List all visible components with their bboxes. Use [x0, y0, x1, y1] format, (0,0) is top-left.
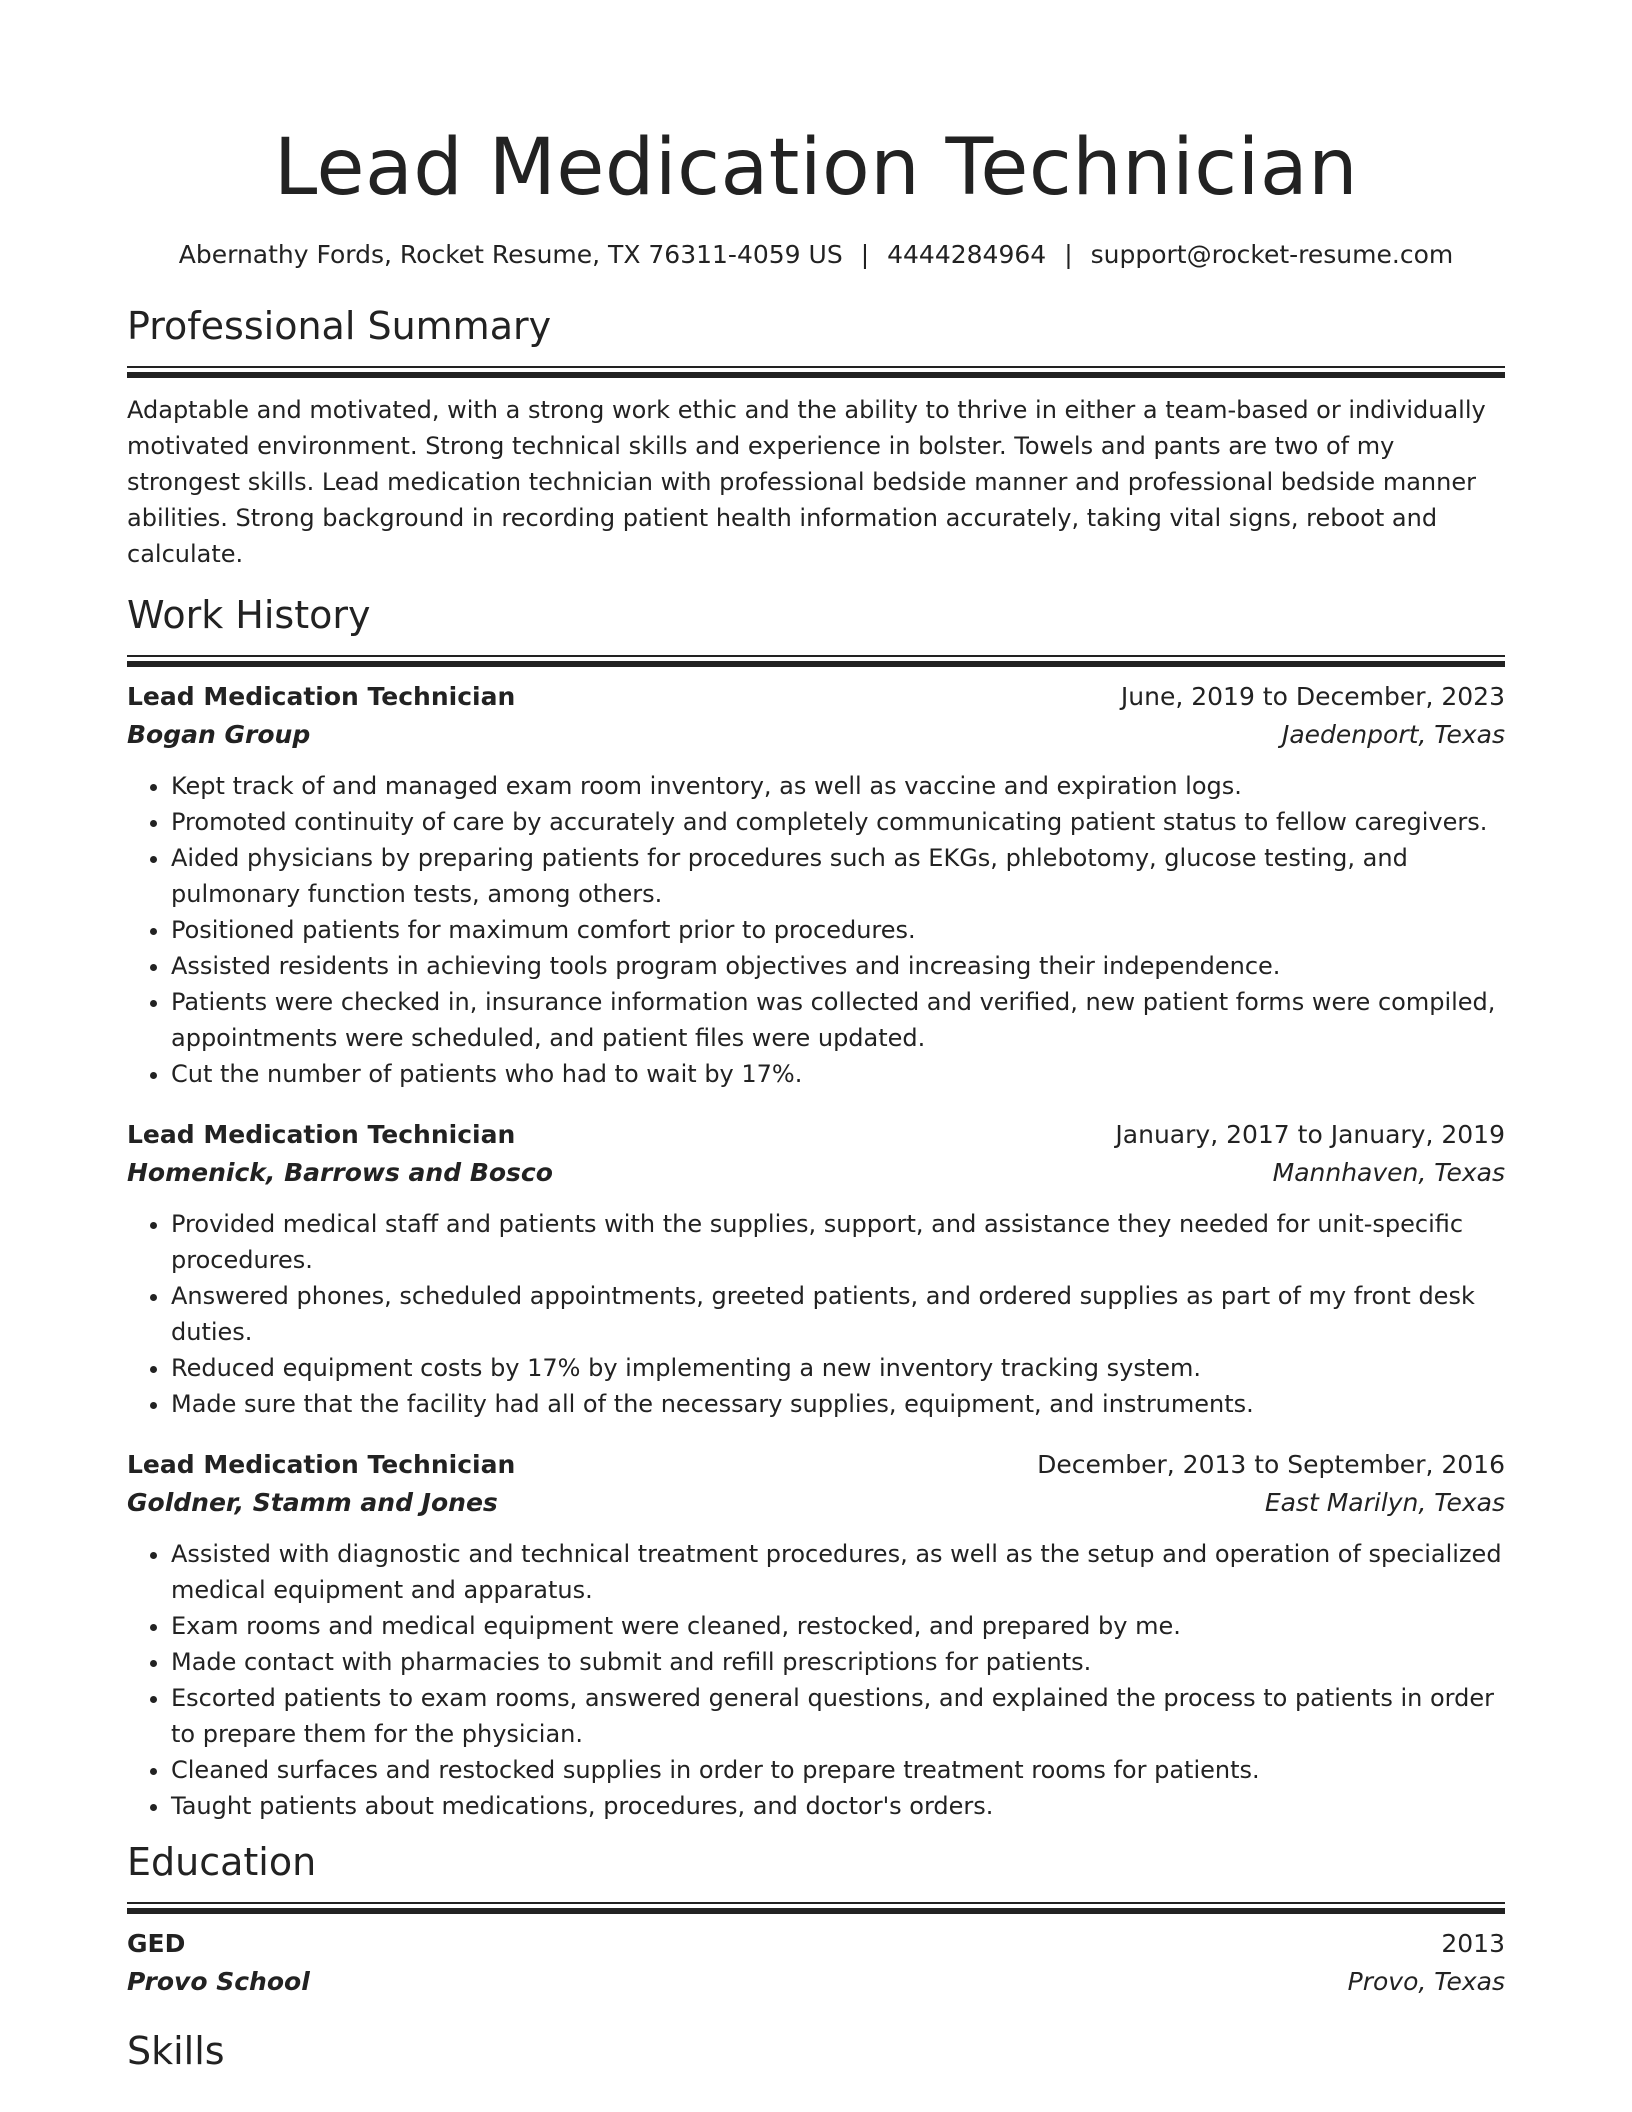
bullet-item: • Cleaned surfaces and restocked supplies in order to prepare treatment rooms for patients.: [171, 1752, 1505, 1788]
bullet-item: • Positioned patients for maximum comfort prior to procedures.: [171, 912, 1505, 948]
summary-text: Adaptable and motivated, with a strong work ethic and the ability to thrive in either a team-based or individually motivated environment. Strong technical skills and experience in bolster. Towels and pants are two of my strongest skills. Lead medication technician with professional bedside manner and professional bedside manner abilities. Strong background in recording patient health information accurately, taking vital signs, reboot and calculate.: [127, 396, 1486, 568]
job-title: Lead Medication Technician: [127, 1120, 516, 1149]
bullet-item: • Assisted with diagnostic and technical treatment procedures, as well as the setup and operation of specialized medical equipment and apparatus.: [171, 1536, 1505, 1608]
section-title-education: Education: [127, 1840, 317, 1884]
bullet-item: • Assisted residents in achieving tools program objectives and increasing their independence.: [171, 948, 1505, 984]
contact-separator: |: [860, 240, 870, 269]
work-history-section: [127, 591, 1505, 1824]
education-subheader: [127, 1963, 1505, 2001]
job-bullets: [127, 768, 1505, 1092]
job-header: [127, 1116, 1505, 1154]
bullet-item: • Promoted continuity of care by accurately and completely communicating patient status to fellow caregivers.: [171, 804, 1505, 840]
bullet-item: • Taught patients about medications, procedures, and doctor's orders.: [171, 1788, 1505, 1824]
education-school: Provo School: [127, 1967, 310, 1996]
section-divider: [127, 1902, 1505, 1912]
bullet-item: • Answered phones, scheduled appointments, greeted patients, and ordered supplies as part of my front desk duties.: [171, 1278, 1505, 1350]
section-divider: [127, 366, 1505, 376]
job-location: East Marilyn, Texas: [1264, 1488, 1505, 1517]
job-bullets: [127, 1206, 1505, 1422]
bullet-item: • Patients were checked in, insurance information was collected and verified, new patient forms were compiled, appointments were scheduled, and patient files were updated.: [171, 984, 1505, 1056]
summary-section: [127, 302, 1505, 572]
bullet-item: • Kept track of and managed exam room inventory, as well as vaccine and expiration logs.: [171, 768, 1505, 804]
job-company: Goldner, Stamm and Jones: [127, 1488, 498, 1517]
contact-phone: 4444284964: [887, 240, 1047, 269]
bullet-item: • Escorted patients to exam rooms, answered general questions, and explained the process to patients in order to prepare them for the physician.: [171, 1680, 1505, 1752]
skills-section: [127, 2027, 1505, 2075]
job-company: Homenick, Barrows and Bosco: [127, 1158, 553, 1187]
job-entry: [127, 1446, 1505, 1824]
job-subheader: [127, 1154, 1505, 1192]
bullet-item: • Cut the number of patients who had to wait by 17%.: [171, 1056, 1505, 1092]
contact-address: Abernathy Fords, Rocket Resume, TX 76311-4059 US: [178, 240, 843, 269]
bullet-item: • Made contact with pharmacies to submit and refill prescriptions for patients.: [171, 1644, 1505, 1680]
section-title-skills: Skills: [127, 2029, 225, 2073]
education-header: [127, 1925, 1505, 1963]
education-degree: GED: [127, 1929, 186, 1958]
section-title-summary: Professional Summary: [127, 304, 552, 348]
job-company: Bogan Group: [127, 720, 311, 749]
job-bullets: [127, 1536, 1505, 1824]
job-dates: December, 2013 to September, 2016: [1037, 1450, 1505, 1479]
job-subheader: [127, 1484, 1505, 1522]
job-entry: [127, 1116, 1505, 1422]
resume-name: Lead Medication Technician: [273, 123, 1359, 213]
job-dates: June, 2019 to December, 2023: [1120, 682, 1505, 711]
section-title-work-history: Work History: [127, 593, 371, 637]
bullet-item: • Exam rooms and medical equipment were cleaned, restocked, and prepared by me.: [171, 1608, 1505, 1644]
job-location: Mannhaven, Texas: [1272, 1158, 1505, 1187]
education-year: 2013: [1441, 1929, 1505, 1958]
job-header: [127, 1446, 1505, 1484]
bullet-item: • Made sure that the facility had all of the necessary supplies, equipment, and instruments.: [171, 1386, 1505, 1422]
education-location: Provo, Texas: [1347, 1967, 1505, 1996]
job-entry: [127, 678, 1505, 1092]
contact-line: [127, 238, 1505, 272]
job-dates: January, 2017 to January, 2019: [1115, 1120, 1505, 1149]
bullet-item: • Aided physicians by preparing patients for procedures such as EKGs, phlebotomy, glucose testing, and pulmonary function tests, among others.: [171, 840, 1505, 912]
job-title: Lead Medication Technician: [127, 682, 516, 711]
contact-email: support@rocket-resume.com: [1090, 240, 1454, 269]
contact-separator: |: [1064, 240, 1073, 269]
bullet-item: • Provided medical staff and patients with the supplies, support, and assistance they needed for unit-specific procedures.: [171, 1206, 1505, 1278]
section-divider: [127, 655, 1505, 665]
education-section: [127, 1838, 1505, 2001]
bullet-item: • Reduced equipment costs by 17% by implementing a new inventory tracking system.: [171, 1350, 1505, 1386]
job-header: [127, 678, 1505, 716]
job-location: Jaedenport, Texas: [1281, 720, 1505, 749]
job-title: Lead Medication Technician: [127, 1450, 516, 1479]
job-subheader: [127, 716, 1505, 754]
